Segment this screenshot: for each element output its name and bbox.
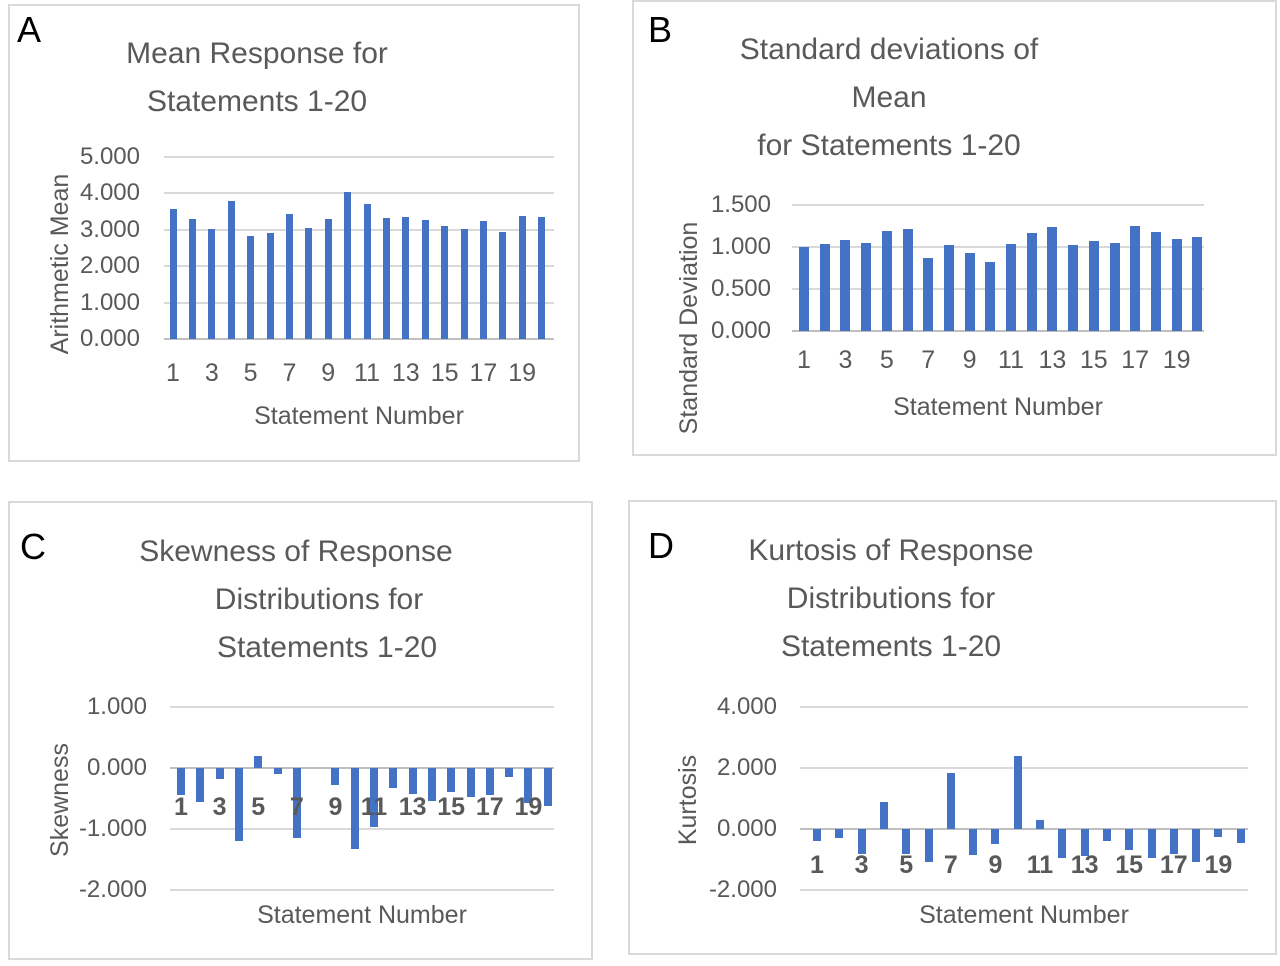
bar-statement-19 xyxy=(519,216,526,339)
bar-statement-12 xyxy=(389,768,397,788)
x-tick-label: 19 xyxy=(1162,346,1191,374)
bar-statement-20 xyxy=(538,217,545,339)
x-axis-title-a: Statement Number xyxy=(254,402,464,430)
bar-statement-15 xyxy=(1125,829,1133,850)
panel-letter-b: B xyxy=(648,9,673,50)
chart-title-line: for Statements 1-20 xyxy=(757,129,1021,162)
bar-statement-8 xyxy=(305,228,312,339)
x-tick-label: 19 xyxy=(1204,851,1233,879)
bar-statement-17 xyxy=(1130,226,1140,331)
x-tick-label: 9 xyxy=(988,851,1003,879)
x-axis-line xyxy=(170,767,554,769)
x-tick-label: 17 xyxy=(475,793,504,821)
bar-statement-11 xyxy=(1036,820,1044,829)
chart-title-line: Distributions for xyxy=(214,583,424,616)
x-tick-label: 13 xyxy=(1070,851,1099,879)
y-tick-label: 5.000 xyxy=(79,143,140,170)
x-tick-label: 11 xyxy=(998,346,1024,374)
x-tick-label: 17 xyxy=(1159,851,1188,879)
bar-statement-4 xyxy=(228,201,235,339)
gridline xyxy=(792,204,1204,206)
chart-title-line: Statements 1-20 xyxy=(780,630,1002,663)
bar-statement-7 xyxy=(286,214,293,339)
bar-statement-16 xyxy=(461,229,468,339)
x-tick-label: 17 xyxy=(469,359,498,387)
bar-statement-7 xyxy=(923,258,933,331)
y-axis-title-d: Kurtosis xyxy=(674,754,702,846)
x-tick-label: 19 xyxy=(508,359,537,387)
bar-statement-9 xyxy=(965,253,975,331)
y-axis-title-b: Standard Deviation xyxy=(675,221,703,435)
x-tick-label: 9 xyxy=(321,359,336,387)
x-tick-label: 7 xyxy=(289,793,304,821)
y-tick-label: 1.500 xyxy=(710,191,771,218)
panel-d xyxy=(628,500,1277,955)
y-tick-label: 4.000 xyxy=(716,693,777,720)
gridline xyxy=(164,302,554,304)
bar-statement-20 xyxy=(1237,829,1245,843)
x-tick-label: 11 xyxy=(354,359,380,387)
y-tick-label: 1.000 xyxy=(79,288,140,316)
x-tick-label: 5 xyxy=(879,346,894,374)
y-tick-label: 0.000 xyxy=(79,325,140,352)
bar-statement-4 xyxy=(880,802,888,829)
bar-statement-13 xyxy=(409,768,417,794)
bar-statement-16 xyxy=(1110,243,1120,331)
y-tick-label: -2.000 xyxy=(78,876,147,903)
y-tick-label: 4.000 xyxy=(79,179,140,207)
gridline xyxy=(800,767,1248,769)
x-tick-label: 5 xyxy=(899,851,914,879)
bar-statement-3 xyxy=(208,229,215,339)
panel-a xyxy=(8,4,580,462)
bar-statement-1 xyxy=(177,768,185,795)
y-axis-title-a: Arithmetic Mean xyxy=(46,173,74,355)
panel-letter-c: C xyxy=(20,526,46,567)
y-tick-label: 0.000 xyxy=(716,815,777,842)
x-axis-title-c: Statement Number xyxy=(257,901,467,929)
bar-statement-8 xyxy=(944,245,954,331)
gridline xyxy=(800,706,1248,708)
bar-statement-5 xyxy=(254,756,262,768)
bar-statement-10 xyxy=(1014,756,1022,829)
x-tick-label: 5 xyxy=(243,359,258,387)
x-tick-label: 13 xyxy=(391,359,420,387)
y-tick-label: 2.000 xyxy=(716,754,777,781)
bar-statement-15 xyxy=(447,768,455,792)
y-tick-label: -1.000 xyxy=(78,815,147,842)
y-tick-label: 0.500 xyxy=(710,275,771,302)
bar-statement-14 xyxy=(422,220,429,339)
bar-statement-3 xyxy=(216,768,224,779)
x-axis-title-b: Statement Number xyxy=(893,393,1103,421)
x-tick-label: 9 xyxy=(962,346,977,374)
x-tick-label: 3 xyxy=(204,359,219,387)
x-tick-label: 13 xyxy=(1038,346,1067,374)
gridline xyxy=(164,229,554,231)
bar-statement-4 xyxy=(861,243,871,331)
bar-statement-9 xyxy=(331,768,339,785)
bar-statement-10 xyxy=(985,262,995,331)
bar-statement-18 xyxy=(499,232,506,339)
bar-statement-5 xyxy=(247,236,254,339)
bar-statement-13 xyxy=(1047,227,1057,331)
bar-statement-11 xyxy=(364,204,371,339)
x-tick-label: 17 xyxy=(1121,346,1150,374)
bar-statement-6 xyxy=(274,768,282,774)
y-tick-label: 1.000 xyxy=(710,233,771,260)
bar-statement-19 xyxy=(1172,239,1182,331)
gridline xyxy=(170,828,554,830)
x-axis-line xyxy=(164,338,554,340)
bar-statement-1 xyxy=(799,247,809,331)
bar-statement-20 xyxy=(1192,237,1202,331)
chart-title-line: Standard deviations of xyxy=(739,33,1039,66)
bar-statement-3 xyxy=(840,240,850,331)
bar-statement-15 xyxy=(441,226,448,339)
bar-statement-9 xyxy=(991,829,999,844)
bar-statement-10 xyxy=(344,192,351,339)
x-tick-label: 7 xyxy=(943,851,958,879)
x-tick-label: 3 xyxy=(854,851,869,879)
y-tick-label: 3.000 xyxy=(79,215,140,243)
gridline xyxy=(164,192,554,194)
chart-title-line: Skewness of Response xyxy=(139,535,453,568)
bar-statement-12 xyxy=(383,218,390,339)
bar-statement-18 xyxy=(1151,232,1161,331)
y-tick-label: 0.000 xyxy=(86,754,147,781)
bar-statement-13 xyxy=(402,217,409,339)
x-tick-label: 5 xyxy=(251,793,266,821)
x-tick-label: 1 xyxy=(797,346,811,374)
bar-statement-11 xyxy=(1006,244,1016,331)
bar-statement-5 xyxy=(882,231,892,331)
x-axis-line xyxy=(792,330,1204,332)
chart-title-line: Mean xyxy=(851,81,927,114)
panel-b xyxy=(632,0,1277,456)
x-tick-label: 15 xyxy=(437,793,466,821)
bar-statement-12 xyxy=(1027,233,1037,331)
bar-statement-1 xyxy=(813,829,821,841)
bar-statement-7 xyxy=(947,773,955,829)
chart-title-line: Statements 1-20 xyxy=(146,85,368,118)
gridline xyxy=(792,246,1204,248)
x-tick-label: 1 xyxy=(166,359,180,387)
panel-letter-a: A xyxy=(17,9,42,50)
bar-statement-15 xyxy=(1089,241,1099,331)
y-tick-label: 1.000 xyxy=(86,693,147,720)
bar-statement-9 xyxy=(325,219,332,339)
x-tick-label: 7 xyxy=(921,346,936,374)
bar-statement-1 xyxy=(170,209,177,339)
x-tick-label: 13 xyxy=(398,793,427,821)
bar-statement-14 xyxy=(1103,829,1111,841)
y-axis-title-c: Skewness xyxy=(46,743,74,857)
bar-statement-6 xyxy=(267,233,274,339)
panel-letter-d: D xyxy=(648,525,674,566)
x-tick-label: 11 xyxy=(1026,851,1054,879)
x-tick-label: 1 xyxy=(810,851,824,879)
gridline xyxy=(170,706,554,708)
bar-statement-19 xyxy=(1214,829,1222,837)
gridline xyxy=(792,288,1204,290)
gridline xyxy=(164,265,554,267)
x-tick-label: 3 xyxy=(212,793,227,821)
x-tick-label: 1 xyxy=(174,793,188,821)
bar-statement-2 xyxy=(835,829,843,838)
y-tick-label: -2.000 xyxy=(708,876,777,903)
bar-statement-17 xyxy=(480,221,487,339)
bar-statement-18 xyxy=(505,768,513,777)
bar-statement-14 xyxy=(1068,245,1078,331)
x-tick-label: 3 xyxy=(838,346,853,374)
chart-title-line: Kurtosis of Response xyxy=(748,534,1034,567)
x-tick-label: 15 xyxy=(1115,851,1144,879)
gridline xyxy=(800,889,1248,891)
chart-title-line: Distributions for xyxy=(786,582,996,615)
panel-c xyxy=(8,501,593,960)
x-tick-label: 7 xyxy=(282,359,297,387)
x-tick-label: 15 xyxy=(1079,346,1108,374)
y-tick-label: 2.000 xyxy=(79,252,140,280)
bar-statement-2 xyxy=(189,219,196,339)
gridline xyxy=(164,156,554,158)
x-tick-label: 15 xyxy=(430,359,459,387)
gridline xyxy=(170,889,554,891)
bar-statement-2 xyxy=(820,244,830,331)
x-tick-label: 11 xyxy=(360,793,388,821)
chart-title-line: Mean Response for xyxy=(126,37,388,70)
y-tick-label: 0.000 xyxy=(710,317,771,344)
bar-statement-6 xyxy=(903,229,913,331)
x-tick-label: 19 xyxy=(514,793,543,821)
x-axis-line xyxy=(800,828,1248,830)
x-axis-title-d: Statement Number xyxy=(919,901,1129,929)
x-tick-label: 9 xyxy=(328,793,343,821)
chart-title-line: Statements 1-20 xyxy=(216,631,438,664)
